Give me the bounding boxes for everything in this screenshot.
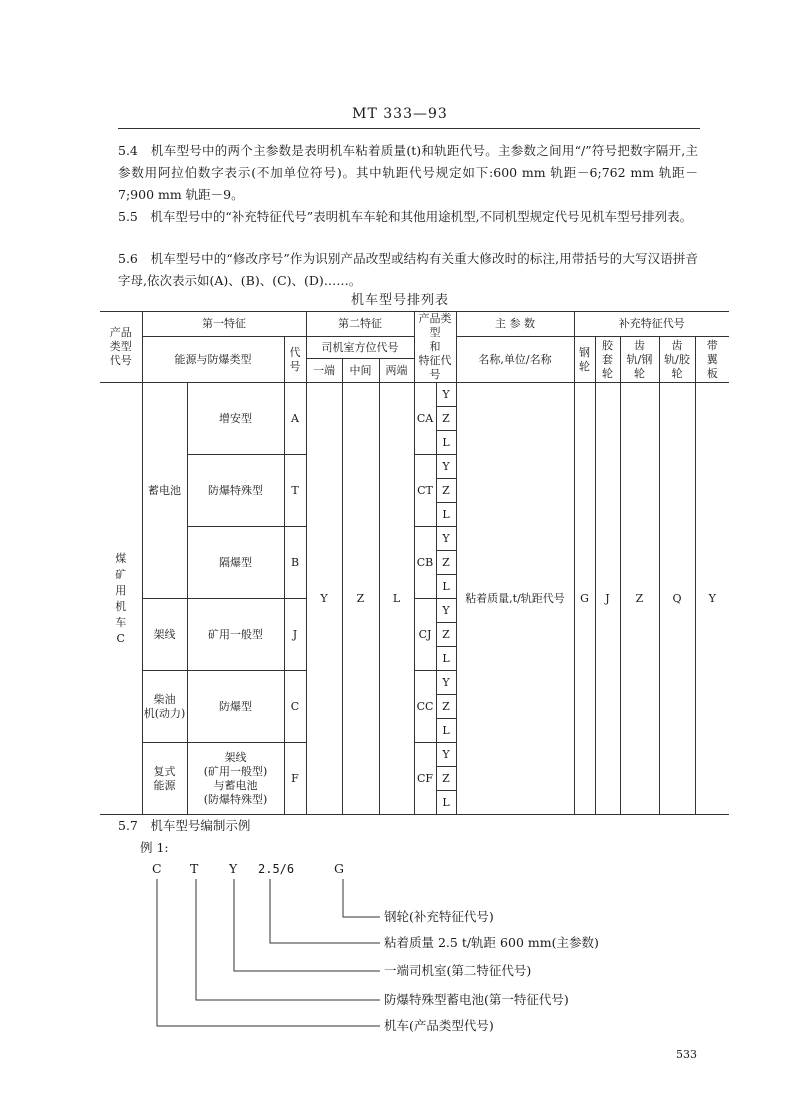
example-label: 例 1: bbox=[140, 840, 169, 855]
group-name: 架线 bbox=[142, 599, 187, 671]
header-product-type-code: 产品 类型 代号 bbox=[100, 312, 142, 383]
type-code: T bbox=[284, 455, 306, 527]
leader-c bbox=[157, 879, 380, 1026]
label-first-feature: 防爆特殊型蓄电池(第一特征代号) bbox=[384, 992, 569, 1007]
locomotive-model-table bbox=[100, 311, 729, 815]
combo-code: CA bbox=[414, 383, 436, 455]
position-letter: Y bbox=[436, 527, 456, 551]
combo-code: CJ bbox=[414, 599, 436, 671]
position-letter: L bbox=[436, 431, 456, 455]
group-name: 蓄电池 bbox=[142, 383, 187, 599]
explosion-type: 防爆型 bbox=[187, 671, 284, 743]
main-param-value: 粘着质量,t/轨距代号 bbox=[456, 383, 574, 815]
position-letter: L bbox=[436, 719, 456, 743]
header-code: 代号 bbox=[284, 337, 306, 383]
position-letter: Y bbox=[436, 671, 456, 695]
table-title: 机车型号排列表 bbox=[350, 293, 449, 308]
model-code-diagram bbox=[100, 855, 620, 1045]
position-letter: Z bbox=[436, 623, 456, 647]
section-5-7-heading: 5.7 机车型号编制示例 bbox=[118, 818, 251, 833]
header-product-type-feature-code: 产品类型 和 特征代号 bbox=[414, 312, 456, 383]
position-letter: Y bbox=[436, 599, 456, 623]
explosion-type: 防爆特殊型 bbox=[187, 455, 284, 527]
second-feature-value: Z bbox=[342, 383, 379, 815]
leader-y bbox=[234, 879, 380, 971]
position-letter: Z bbox=[436, 479, 456, 503]
header-energy-explosion-type: 能源与防爆类型 bbox=[142, 337, 284, 383]
position-letter: Y bbox=[436, 455, 456, 479]
header-supp-rack-rubber: 齿 轨/胶 轮 bbox=[659, 337, 695, 383]
supp-value: Q bbox=[659, 383, 695, 815]
explosion-type: 矿用一般型 bbox=[187, 599, 284, 671]
header-supp-steel-wheel: 钢 轮 bbox=[574, 337, 595, 383]
label-supplementary: 钢轮(补充特征代号) bbox=[384, 909, 494, 924]
combo-code: CB bbox=[414, 527, 436, 599]
header-supp-wing-plate: 带 翼 板 bbox=[695, 337, 729, 383]
code-second-feature: Y bbox=[229, 861, 238, 876]
label-product-type: 机车(产品类型代号) bbox=[384, 1018, 494, 1033]
leader-t bbox=[196, 879, 380, 1000]
header-main-param: 主 参 数 bbox=[456, 312, 574, 337]
position-letter: Z bbox=[436, 551, 456, 575]
type-code: A bbox=[284, 383, 306, 455]
code-main-param: 2.5/6 bbox=[258, 862, 295, 876]
supp-value: Z bbox=[620, 383, 659, 815]
supp-value: J bbox=[595, 383, 620, 815]
explosion-type: 架线 (矿用一般型) 与蓄电池 (防爆特殊型) bbox=[187, 743, 284, 815]
paragraph-5-6: 5.6 机车型号中的“修改序号”作为识别产品改型或结构有关重大修改时的标注,用带括号的大写汉语拼音字母,依次表示如(A)、(B)、(C)、(D)……。 bbox=[118, 251, 698, 288]
position-letter: L bbox=[436, 575, 456, 599]
type-code: J bbox=[284, 599, 306, 671]
position-letter: Y bbox=[436, 743, 456, 767]
header-middle: 中间 bbox=[342, 359, 379, 383]
combo-code: CT bbox=[414, 455, 436, 527]
header-both-ends: 两端 bbox=[379, 359, 414, 383]
group-name: 复式 能源 bbox=[142, 743, 187, 815]
code-product-type: C bbox=[152, 861, 162, 876]
product-type-cell: 煤 矿 用 机 车 C bbox=[100, 383, 142, 815]
label-main-param: 粘着质量 2.5 t/轨距 600 mm(主参数) bbox=[384, 935, 599, 950]
header-one-end: 一端 bbox=[306, 359, 342, 383]
position-letter: L bbox=[436, 503, 456, 527]
explosion-type: 隔爆型 bbox=[187, 527, 284, 599]
position-letter: L bbox=[436, 791, 456, 815]
group-name: 柴油 机(动力) bbox=[142, 671, 187, 743]
page-header: MT 333—93 bbox=[352, 106, 448, 122]
explosion-type: 增安型 bbox=[187, 383, 284, 455]
header-supplementary: 补充特征代号 bbox=[574, 312, 729, 337]
page-number: 533 bbox=[676, 1048, 697, 1061]
combo-code: CC bbox=[414, 671, 436, 743]
header-second-feature: 第二特征 bbox=[306, 312, 414, 337]
type-code: F bbox=[284, 743, 306, 815]
second-feature-value: Y bbox=[306, 383, 342, 815]
header-supp-rack-steel: 齿 轨/钢 轮 bbox=[620, 337, 659, 383]
combo-code: CF bbox=[414, 743, 436, 815]
position-letter: Z bbox=[436, 407, 456, 431]
header-supp-rubber-wheel: 胶 套 轮 bbox=[595, 337, 620, 383]
header-driver-cab-code: 司机室方位代号 bbox=[306, 337, 414, 359]
supp-value: G bbox=[574, 383, 595, 815]
paragraph-5-4: 5.4 机车型号中的两个主参数是表明机车粘着质量(t)和轨距代号。主参数之间用“/”符号把数字隔开,主参数用阿拉伯数字表示(不加单位符号)。其中轨距代号规定如下:600 mm 轨距－6;762 mm 轨距－7;900 mm 轨距－9。 bbox=[118, 143, 698, 202]
leader-g bbox=[343, 879, 380, 917]
leader-main-param bbox=[270, 879, 380, 943]
type-code: B bbox=[284, 527, 306, 599]
type-code: C bbox=[284, 671, 306, 743]
position-letter: Y bbox=[436, 383, 456, 407]
supp-value: Y bbox=[695, 383, 729, 815]
leader-lines bbox=[157, 879, 380, 1026]
header-main-param-sub: 名称,单位/名称 bbox=[456, 337, 574, 383]
position-letter: Z bbox=[436, 695, 456, 719]
position-letter: L bbox=[436, 647, 456, 671]
header-rule bbox=[118, 128, 700, 129]
label-second-feature: 一端司机室(第二特征代号) bbox=[384, 963, 532, 978]
second-feature-value: L bbox=[379, 383, 414, 815]
header-first-feature: 第一特征 bbox=[142, 312, 306, 337]
code-first-feature: T bbox=[190, 861, 199, 876]
paragraph-5-5: 5.5 机车型号中的“补充特征代号”表明机车车轮和其他用途机型,不同机型规定代号见机车型号排列表。 bbox=[118, 209, 693, 224]
position-letter: Z bbox=[436, 767, 456, 791]
code-supplementary: G bbox=[334, 861, 344, 876]
